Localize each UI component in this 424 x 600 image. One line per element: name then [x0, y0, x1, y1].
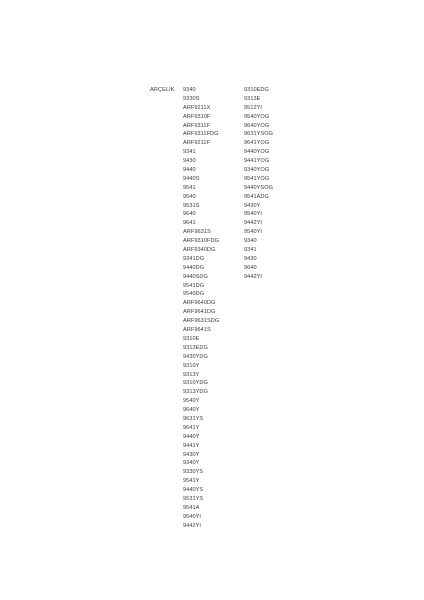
model-number: ARF9310FDG: [183, 238, 219, 245]
model-number: 9640: [244, 264, 257, 271]
model-number: 9440YS: [183, 487, 204, 494]
model-number: 9640Y: [183, 407, 200, 414]
model-number: 9442YI: [244, 273, 263, 280]
model-number: 9442YI: [244, 220, 263, 227]
model-number: 9310E: [183, 335, 200, 342]
model-number: 9430: [183, 158, 196, 165]
model-number: ARF9211X: [183, 104, 211, 111]
model-number: ARF9340DG: [183, 247, 216, 254]
model-number: ARF9641DG: [183, 309, 216, 316]
model-number: ARF9311F: [183, 122, 211, 129]
model-number: 9540YOG: [244, 113, 270, 120]
model-number: 9440S: [183, 175, 200, 182]
model-number: 9541YOG: [244, 175, 270, 182]
model-number: 9540Y: [183, 398, 200, 405]
model-number: ARF9631S: [183, 229, 211, 236]
model-number: 9340: [183, 87, 196, 93]
model-number: 9313Y: [183, 371, 200, 378]
model-number: 9341: [183, 149, 196, 156]
model-number: 9313YDG: [183, 389, 208, 396]
model-number: 9310YDG: [183, 380, 208, 387]
model-number: 9512YI: [244, 104, 263, 111]
model-number: 9440YOG: [244, 149, 270, 156]
model-number: 9430Y: [244, 202, 261, 209]
model-number: 9540YI: [244, 229, 263, 236]
model-number: 9313EDG: [183, 344, 208, 351]
model-number: 9430Y: [183, 451, 200, 458]
model-number: 9540DG: [183, 291, 205, 298]
model-number: 9540: [183, 193, 196, 200]
model-number: 9330YS: [183, 469, 204, 476]
model-number: 9313E: [244, 95, 261, 102]
model-number: 9440: [183, 167, 196, 174]
model-number: 9340Y: [183, 460, 200, 467]
model-number: 9440YSOG: [244, 184, 274, 191]
model-number: 9430: [244, 255, 257, 262]
model-number: 9441YOG: [244, 158, 270, 165]
model-number: 9540YI: [183, 513, 202, 520]
model-number: 9310EDG: [244, 87, 269, 93]
model-number: 9540YI: [244, 211, 263, 218]
model-number: 9541DG: [183, 282, 205, 289]
model-number: 9430YDG: [183, 353, 208, 360]
model-number: 9340YOG: [244, 167, 270, 174]
model-number: 9531YS: [183, 495, 204, 502]
model-number: ARF9211F: [183, 140, 211, 147]
model-number: 9330S: [183, 95, 200, 102]
model-number: 9541Y: [183, 478, 200, 485]
model-number: 9440SDG: [183, 273, 208, 280]
model-number: 9640YOG: [244, 122, 270, 129]
model-number: 9441Y: [183, 442, 200, 449]
model-number: 9541A: [183, 504, 200, 511]
model-number: 9541ADG: [244, 193, 269, 200]
model-number: 9440Y: [183, 433, 200, 440]
brand-label: ARÇELİK: [150, 87, 175, 93]
model-number: 9442YI: [183, 522, 202, 529]
model-number: 9541: [183, 184, 196, 191]
model-number: ARF9640DG: [183, 300, 216, 307]
model-number: 9640: [183, 211, 196, 218]
model-number: 9631YS: [183, 415, 204, 422]
model-number: 9310Y: [183, 362, 200, 369]
model-number: ARF9641S: [183, 327, 211, 334]
model-number: ARF9631SDG: [183, 318, 220, 325]
model-number: ARF9311FDG: [183, 131, 219, 138]
model-number: 9641: [183, 220, 196, 227]
model-number: 9641YOG: [244, 140, 270, 147]
model-number: 9641Y: [183, 424, 200, 431]
model-number: 9340: [244, 238, 257, 245]
model-number: 9631YSOG: [244, 131, 274, 138]
model-number: 9341DG: [183, 255, 205, 262]
model-number: 9531S: [183, 202, 200, 209]
model-list-column-1: [183, 86, 219, 531]
model-list-column-2: [244, 86, 273, 282]
model-number: 9341: [244, 247, 257, 254]
model-number: 9440DG: [183, 264, 205, 271]
model-number: ARF9310F: [183, 113, 211, 120]
